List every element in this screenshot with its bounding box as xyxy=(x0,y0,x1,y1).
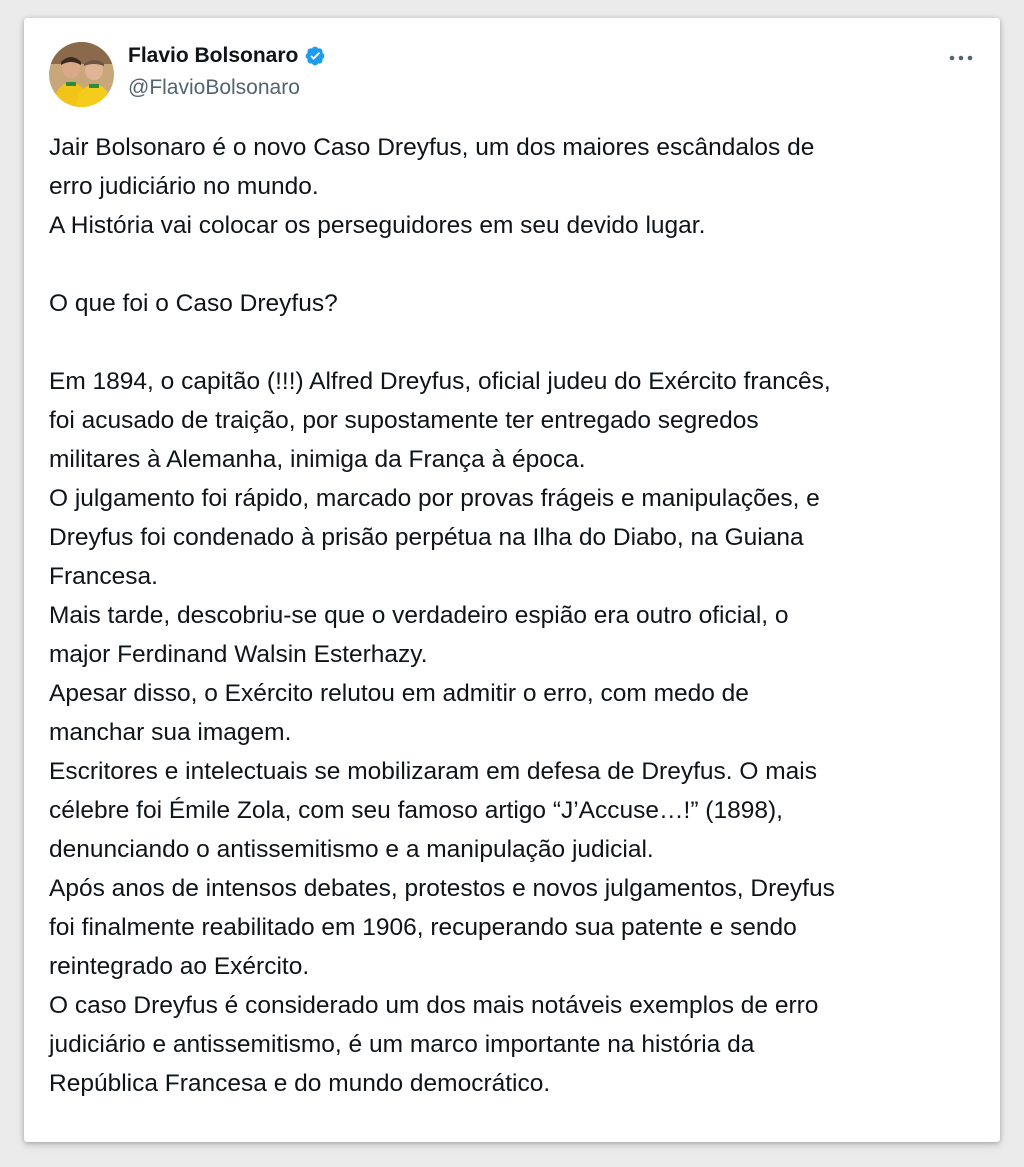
tweet-text-line: denunciando o antissemitismo e a manipulação judicial. xyxy=(49,836,654,863)
tweet-text-line: O julgamento foi rápido, marcado por provas frágeis e manipulações, e xyxy=(49,485,820,512)
tweet-text-line: reintegrado ao Exército. xyxy=(49,953,310,980)
tweet-text-line: major Ferdinand Walsin Esterhazy. xyxy=(49,641,428,668)
more-horizontal-icon xyxy=(948,55,974,61)
blank-line xyxy=(49,323,979,362)
tweet-text-line: O caso Dreyfus é considerado um dos mais notáveis exemplos de erro xyxy=(49,992,819,1019)
tweet-text-line: O que foi o Caso Dreyfus? xyxy=(49,290,338,317)
more-options-button[interactable] xyxy=(946,46,976,70)
profile-photo-icon xyxy=(49,42,114,107)
tweet-text-line: erro judiciário no mundo. xyxy=(49,173,319,200)
tweet-text-line: manchar sua imagem. xyxy=(49,719,292,746)
avatar[interactable] xyxy=(49,42,114,107)
verified-badge-icon xyxy=(304,45,326,67)
tweet-text-line: Após anos de intensos debates, protestos e novos julgamentos, Dreyfus xyxy=(49,875,835,902)
author-handle[interactable]: @FlavioBolsonaro xyxy=(128,76,300,99)
blank-line xyxy=(49,245,979,284)
tweet-card xyxy=(24,18,1000,1142)
author-name-row xyxy=(128,44,326,68)
tweet-text xyxy=(49,128,979,1103)
tweet-text-line: judiciário e antissemitismo, é um marco importante na história da xyxy=(49,1031,755,1058)
tweet-text-line: Mais tarde, descobriu-se que o verdadeiro espião era outro oficial, o xyxy=(49,602,789,629)
tweet-text-line: Francesa. xyxy=(49,563,158,590)
tweet-text-line: foi finalmente reabilitado em 1906, recuperando sua patente e sendo xyxy=(49,914,797,941)
tweet-text-line: Jair Bolsonaro é o novo Caso Dreyfus, um dos maiores escândalos de xyxy=(49,134,815,161)
tweet-text-line: Apesar disso, o Exército relutou em admitir o erro, com medo de xyxy=(49,680,749,707)
tweet-text-line: Escritores e intelectuais se mobilizaram em defesa de Dreyfus. O mais xyxy=(49,758,817,785)
tweet-text-line: República Francesa e do mundo democrático. xyxy=(49,1070,551,1097)
tweet-text-line: foi acusado de traição, por supostamente ter entregado segredos xyxy=(49,407,759,434)
tweet-text-line: A História vai colocar os perseguidores em seu devido lugar. xyxy=(49,212,706,239)
author-display-name[interactable]: Flavio Bolsonaro xyxy=(128,44,299,67)
tweet-text-line: Dreyfus foi condenado à prisão perpétua na Ilha do Diabo, na Guiana xyxy=(49,524,804,551)
tweet-text-line: militares à Alemanha, inimiga da França à época. xyxy=(49,446,586,473)
tweet-text-line: Em 1894, o capitão (!!!) Alfred Dreyfus, oficial judeu do Exército francês, xyxy=(49,368,831,395)
tweet-text-line: célebre foi Émile Zola, com seu famoso artigo “J’Accuse…!” (1898), xyxy=(49,797,783,824)
